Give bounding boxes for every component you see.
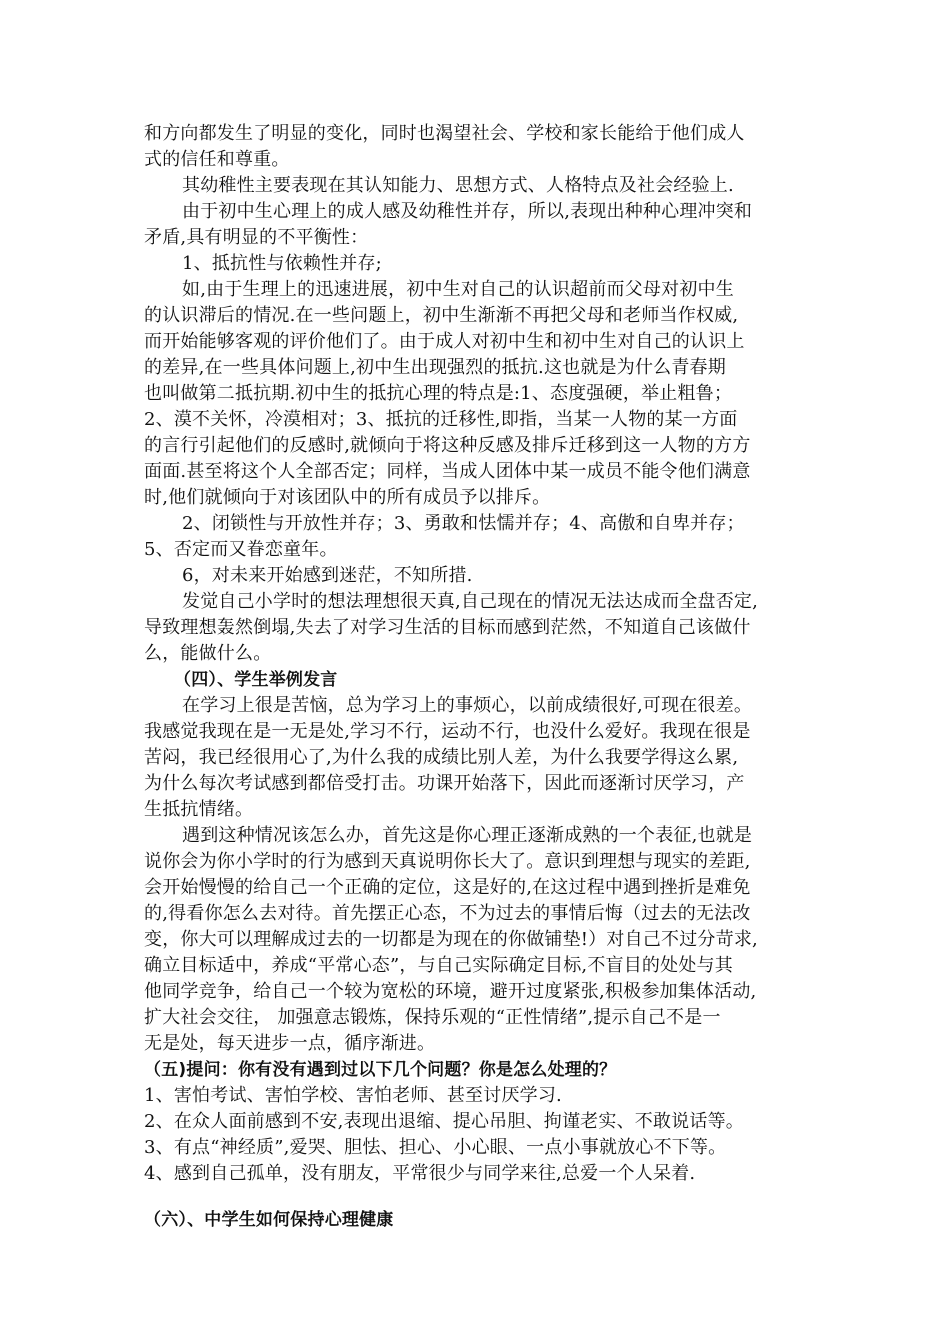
paragraph-line: 变，你大可以理解成过去的一切都是为现在的你做铺垫!）对自己不过分苛求, [144,929,758,950]
paragraph-line: 导致理想轰然倒塌,失去了对学习生活的目标而感到茫然，不知道自己该做什 [144,617,751,638]
paragraph-line: 式的信任和尊重。 [144,149,290,170]
paragraph-line: 和方向都发生了明显的变化，同时也渴望社会、学校和家长能给于他们成人 [144,123,745,144]
paragraph-line: 他同学竞争，给自己一个较为宽松的环境，避开过度紧张,积极参加集体活动, [144,981,757,1002]
paragraph-line: 2、闭锁性与开放性并存；3、勇敢和怯懦并存；4、高傲和自卑并存； [182,513,745,534]
paragraph-line: 会开始慢慢的给自己一个正确的定位，这是好的,在这过程中遇到挫折是难免 [144,877,751,898]
paragraph-line: 为什么每次考试感到都倍受打击。功课开始落下，因此而逐渐讨厌学习，产 [144,773,745,794]
paragraph-line: 时,他们就倾向于对该团队中的所有成员予以排斥。 [144,487,551,508]
body-text-block-2 [144,693,814,1057]
paragraph-line: 确立目标适中，养成“平常心态”，与自己实际确定目标,不盲目的处处与其 [144,955,733,976]
question-item: 2、在众人面前感到不安,表现出退缩、提心吊胆、拘谨老实、不敢说话等。 [144,1111,744,1132]
question-item: 1、害怕考试、害怕学校、害怕老师、甚至讨厌学习. [144,1085,562,1106]
paragraph-line: 矛盾,具有明显的不平衡性： [144,227,369,248]
document-page [144,121,814,1233]
paragraph-line: 1、抵抗性与依赖性并存; [182,253,382,274]
paragraph-line: 其幼稚性主要表现在其认知能力、思想方式、人格特点及社会经验上. [182,175,734,196]
paragraph-line: 无是处，每天进步一点，循序渐进。 [144,1033,436,1054]
paragraph-line: 生抵抗情绪。 [144,799,254,820]
paragraph-line: 2、漠不关怀，冷漠相对；3、抵抗的迁移性,即指，当某一人物的某一方面 [144,409,738,430]
paragraph-line: 的差异,在一些具体问题上,初中生出现强烈的抵抗.这也就是为什么青春期 [144,357,726,378]
paragraph-line: 由于初中生心理上的成人感及幼稚性并存，所以,表现出种种心理冲突和 [182,201,753,222]
paragraph-line: 面面.甚至将这个人全部否定；同样，当成人团体中某一成员不能令他们满意 [144,461,751,482]
question-item: 3、有点“神经质”,爱哭、胆怯、担心、小心眼、一点小事就放心不下等。 [144,1137,727,1158]
paragraph-line: 遇到这种情况该怎么办，首先这是你心理正逐渐成熟的一个表征,也就是 [182,825,753,846]
paragraph-line: 么，能做什么。 [144,643,272,664]
section-heading-5: （五)提问：你有没有遇到过以下几个问题？你是怎么处理的？ [144,1060,617,1080]
paragraph-line: 我感觉我现在是一无是处,学习不行，运动不行，也没什么爱好。我现在很是 [144,721,751,742]
paragraph-line: 扩大社会交往， 加强意志锻炼，保持乐观的“正性情绪”,提示自己不是一 [144,1007,721,1028]
paragraph-line: 苦闷，我已经很用心了,为什么我的成绩比别人差，为什么我要学得这么累, [144,747,739,768]
paragraph-line: 说你会为你小学时的行为感到天真说明你长大了。意识到理想与现实的差距, [144,851,751,872]
paragraph-line: 在学习上很是苦恼，总为学习上的事烦心，以前成绩很好,可现在很差。 [182,695,753,716]
question-list [144,1083,814,1187]
paragraph-line: 6，对未来开始感到迷茫，不知所措. [182,565,473,586]
paragraph-line: 5、否定而又眷恋童年。 [144,539,338,560]
paragraph-line: 的,得看你怎么去对待。首先摆正心态，不为过去的事情后悔（过去的无法改 [144,903,751,924]
paragraph-line: 发觉自己小学时的想法理想很天真,自己现在的情况无法达成而全盘否定, [182,591,759,612]
paragraph-line: 而开始能够客观的评价他们了。由于成人对初中生和初中生对自己的认识上 [144,331,745,352]
question-item: 4、感到自己孤单，没有朋友，平常很少与同学来往,总爱一个人呆着. [144,1163,696,1184]
paragraph-line: 也叫做第二抵抗期.初中生的抵抗心理的特点是:1、态度强硬，举止粗鲁； [144,383,733,404]
section-heading-6: （六）、中学生如何保持心理健康 [144,1210,394,1230]
body-text-block-1 [144,121,814,667]
paragraph-line: 如,由于生理上的迅速进展，初中生对自己的认识超前而父母对初中生 [182,279,734,300]
section-heading-4: （四）、学生举例发言 [174,670,338,690]
paragraph-line: 的认识滞后的情况.在一些问题上，初中生渐渐不再把父母和老师当作权威, [144,305,739,326]
paragraph-line: 的言行引起他们的反感时,就倾向于将这种反感及排斥迁移到这一人物的方方 [144,435,751,456]
